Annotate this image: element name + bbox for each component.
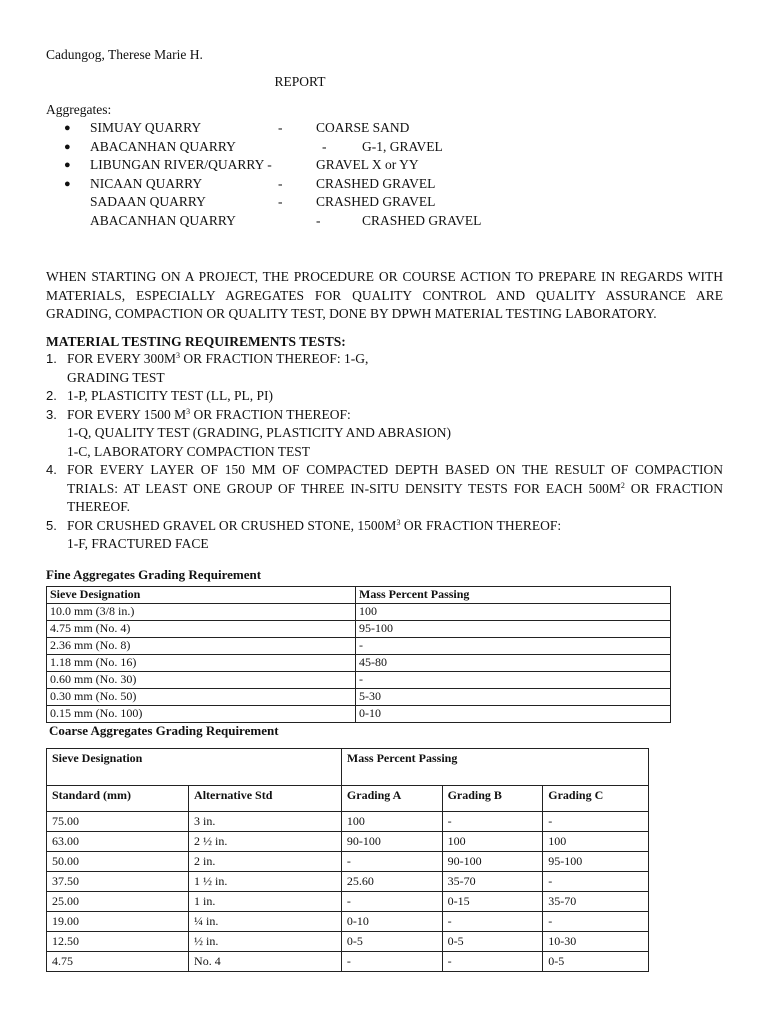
bullet-icon: ● [64, 122, 71, 134]
requirements-heading: MATERIAL TESTING REQUIREMENTS TESTS: [46, 334, 346, 349]
requirement-text: 1-P, PLASTICITY TEST (LL, PL, PI) [67, 388, 274, 403]
table-cell: - [543, 872, 649, 892]
coarse-aggregates-table [46, 748, 649, 972]
table-cell: 5-30 [356, 689, 671, 706]
table-row [47, 604, 671, 621]
table-cell: 10.0 mm (3/8 in.) [47, 604, 356, 621]
requirement-text: FOR EVERY $300M^3$ OR FRACTION THEREOF: 1-G, [67, 351, 369, 366]
table-row [47, 689, 671, 706]
separator-dash: - [278, 194, 283, 209]
table-cell: - [543, 912, 649, 932]
table-cell: - [356, 672, 671, 689]
table-cell: 25.00 [47, 892, 189, 912]
requirement-number: 3. [46, 406, 57, 422]
column-header: Alternative Std [189, 786, 342, 812]
aggregate-item [46, 138, 546, 157]
table-header-row [47, 587, 671, 604]
requirement-number: 1. [46, 351, 57, 366]
table-cell: 0-5 [543, 952, 649, 972]
aggregate-item [46, 175, 546, 194]
material-type: CRASHED GRAVEL [316, 194, 436, 209]
quarry-name: NICAAN QUARRY [90, 175, 203, 191]
table-cell: - [442, 912, 543, 932]
table-cell: 25.60 [341, 872, 442, 892]
superscript: 3 [186, 406, 191, 416]
requirement-item [46, 387, 723, 406]
aggregate-item [46, 193, 546, 212]
table-cell: 0-5 [442, 932, 543, 952]
table-cell: 1.18 mm (No. 16) [47, 655, 356, 672]
table-cell: 2 in. [189, 852, 342, 872]
table-cell: 95-100 [356, 621, 671, 638]
requirement-number: 4. [46, 462, 57, 477]
table-cell: 0.30 mm (No. 50) [47, 689, 356, 706]
table-cell: 19.00 [47, 912, 189, 932]
table-cell: 3 in. [189, 812, 342, 832]
quarry-name: SIMUAY QUARRY [90, 120, 202, 135]
requirement-subtext: 1-F, FRACTURED FACE [67, 536, 209, 551]
aggregates-list [46, 119, 546, 230]
requirement-subtext: GRADING TEST [67, 369, 165, 385]
superscript: 3 [396, 517, 401, 527]
table-cell: No. 4 [189, 952, 342, 972]
table-cell: 0-10 [356, 706, 671, 723]
fine-aggregates-table [46, 586, 671, 723]
table-cell: 4.75 [47, 952, 189, 972]
table-cell: 35-70 [442, 872, 543, 892]
table-row [47, 892, 649, 912]
requirement-subtext: 1-Q, QUALITY TEST (GRADING, PLASTICITY AND ABRASION) [67, 425, 451, 440]
table-cell: 2.36 mm (No. 8) [47, 638, 356, 655]
table-cell: 0.60 mm (No. 30) [47, 672, 356, 689]
table-cell: - [442, 812, 543, 832]
aggregate-item [46, 156, 546, 175]
table-row [47, 706, 671, 723]
group-header: Mass Percent Passing [341, 749, 648, 786]
table-cell: - [341, 852, 442, 872]
table-cell: - [543, 812, 649, 832]
group-header: Sieve Designation [47, 749, 342, 786]
column-header: Grading A [341, 786, 442, 812]
column-header: Mass Percent Passing [356, 587, 671, 604]
table-cell: 45-80 [356, 655, 671, 672]
table-cell: - [341, 892, 442, 912]
table-cell: ¼ in. [189, 912, 342, 932]
table-row [47, 638, 671, 655]
separator-dash: - [316, 212, 321, 228]
aggregate-item [46, 119, 546, 138]
requirements-list [46, 350, 723, 554]
quarry-name: SADAAN QUARRY [90, 194, 206, 209]
table-cell: 50.00 [47, 852, 189, 872]
table-row [47, 872, 649, 892]
table-cell: 0-10 [341, 912, 442, 932]
table-row [47, 912, 649, 932]
table-cell: - [442, 952, 543, 972]
bullet-icon: ● [64, 140, 71, 153]
table-row [47, 621, 671, 638]
column-header: Sieve Designation [47, 587, 356, 604]
table-cell: 100 [341, 812, 442, 832]
requirement-item [46, 406, 723, 462]
table-row [47, 832, 649, 852]
table-cell: 35-70 [543, 892, 649, 912]
requirement-item [46, 517, 723, 554]
requirement-number: 5. [46, 517, 57, 533]
requirement-item [46, 350, 723, 387]
table-cell: 10-30 [543, 932, 649, 952]
separator-dash: - [278, 120, 283, 135]
table-row [47, 932, 649, 952]
table-cell: 0.15 mm (No. 100) [47, 706, 356, 723]
requirement-text: FOR EVERY LAYER OF 150 MM OF COMPACTED DEPTH BASED ON THE RESULT OF COMPACTION TRIALS: AT LEAST ONE GROUP OF THREE IN-SITU DENSITY TESTS FOR EACH $500M^2$ OR FRACTION THEREOF. [67, 462, 723, 514]
table-header-row [47, 786, 649, 812]
quarry-name: ABACANHAN QUARRY [90, 212, 236, 228]
table-row [47, 655, 671, 672]
requirement-text: FOR EVERY 1500 $M^3$ OR FRACTION THEREOF: [67, 406, 351, 422]
table-cell: 0-5 [341, 932, 442, 952]
table-cell: - [356, 638, 671, 655]
aggregates-label: Aggregates: [46, 102, 112, 117]
table-cell: 90-100 [341, 832, 442, 852]
quarry-name: LIBUNGAN RIVER/QUARRY - [90, 157, 272, 172]
table-cell: 0-15 [442, 892, 543, 912]
requirement-text: FOR CRUSHED GRAVEL OR CRUSHED STONE, $1500M^3$ OR FRACTION THEREOF: [67, 517, 562, 533]
table-cell: 37.50 [47, 872, 189, 892]
table-cell: 100 [442, 832, 543, 852]
report-title: REPORT [274, 74, 326, 89]
table-cell: 95-100 [543, 852, 649, 872]
fine-table-title: Fine Aggregates Grading Requirement [46, 567, 262, 582]
group-header-row [47, 749, 649, 786]
separator-dash: - [278, 175, 283, 191]
table-cell: - [341, 952, 442, 972]
separator-dash: - [322, 138, 327, 154]
aggregate-item [46, 212, 546, 231]
column-header: Grading C [543, 786, 649, 812]
bullet-icon: ● [64, 159, 71, 171]
table-cell: 100 [543, 832, 649, 852]
table-cell: 100 [356, 604, 671, 621]
table-cell: 75.00 [47, 812, 189, 832]
table-cell: 1 in. [189, 892, 342, 912]
table-cell: ½ in. [189, 932, 342, 952]
requirement-subtext: 1-C, LABORATORY COMPACTION TEST [67, 443, 311, 459]
table-cell: 12.50 [47, 932, 189, 952]
table-row [47, 852, 649, 872]
column-header: Grading B [442, 786, 543, 812]
material-type: CRASHED GRAVEL [362, 212, 482, 228]
table-cell: 4.75 mm (No. 4) [47, 621, 356, 638]
material-type: CRASHED GRAVEL [316, 175, 436, 191]
material-type: G-1, GRAVEL [362, 138, 443, 154]
material-type: COARSE SAND [316, 120, 410, 135]
table-cell: 63.00 [47, 832, 189, 852]
bullet-icon: ● [64, 177, 71, 190]
quarry-name: ABACANHAN QUARRY [90, 138, 236, 154]
column-header: Standard (mm) [47, 786, 189, 812]
table-cell: 1 ½ in. [189, 872, 342, 892]
intro-paragraph: WHEN STARTING ON A PROJECT, THE PROCEDURE OR COURSE ACTION TO PREPARE IN REGARDS WITH MATERIALS, ESPECIALLY AGREGATES FOR QUALITY CONTROL AND QUALITY ASSURANCE ARE GRADING, COMPACTION OR QUALITY TEST, DONE BY DPWH MATERIAL TESTING LABORATORY. [46, 269, 723, 321]
author-name: Cadungog, Therese Marie H. [46, 47, 203, 62]
material-type: GRAVEL X or YY [316, 157, 419, 172]
superscript: 2 [620, 480, 625, 490]
table-cell: 2 ½ in. [189, 832, 342, 852]
table-cell: 90-100 [442, 852, 543, 872]
superscript: 3 [176, 351, 181, 360]
requirement-number: 2. [46, 388, 57, 403]
table-row [47, 812, 649, 832]
coarse-table-title: Coarse Aggregates Grading Requirement [49, 723, 279, 738]
table-row [47, 672, 671, 689]
table-row [47, 952, 649, 972]
requirement-item [46, 461, 723, 517]
